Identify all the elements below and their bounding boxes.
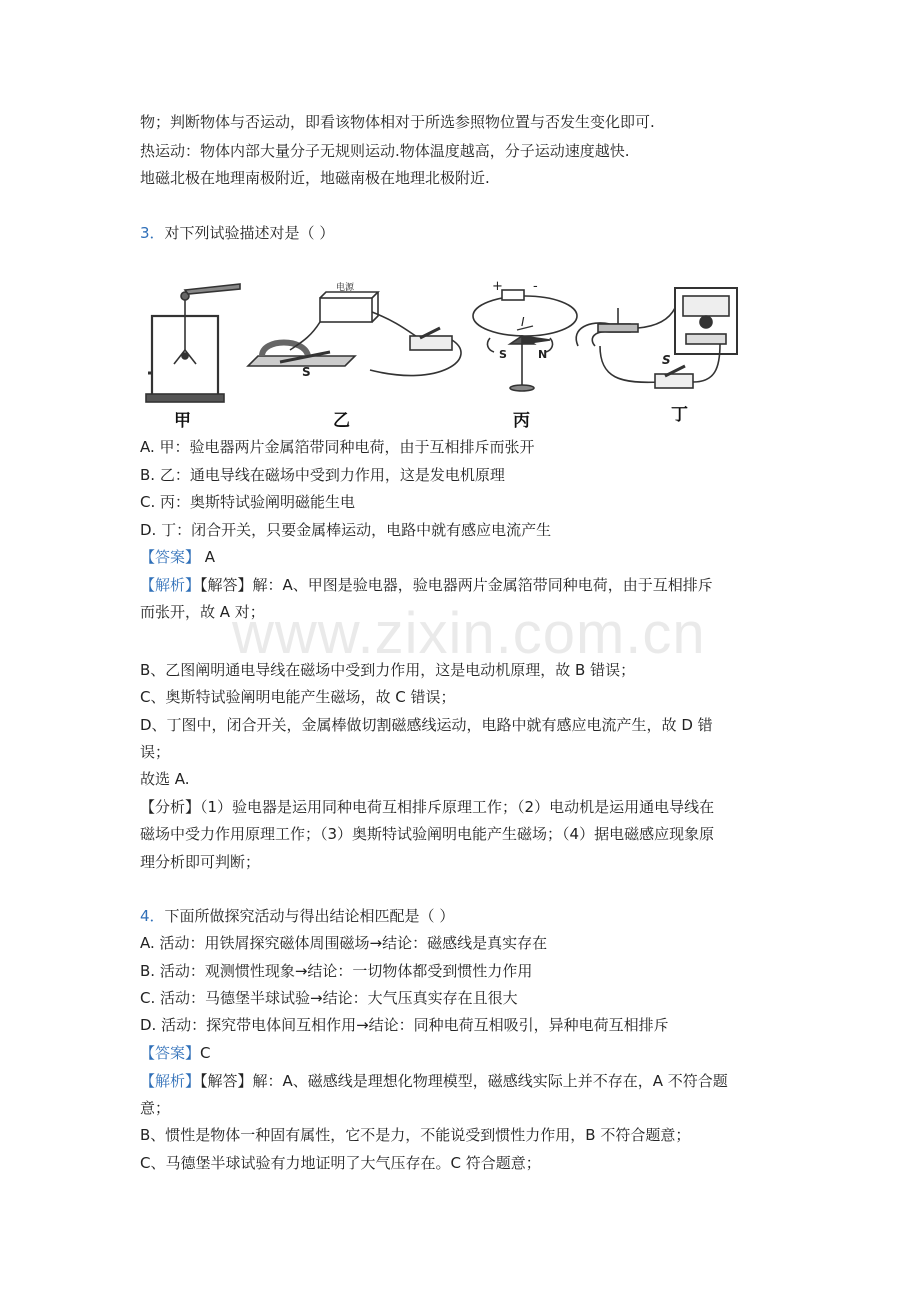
q4-analysis-1: [140, 1071, 728, 1091]
q4-analysis-2: 意；: [140, 1099, 171, 1117]
q3-number: 3．: [140, 224, 165, 242]
plus-label: +: [492, 279, 503, 294]
intro-line-2: 热运动：物体内部大量分子无规则运动.物体温度越高，分子运动速度越快.: [140, 142, 630, 160]
q4-answer-value: C: [200, 1044, 211, 1062]
power-label: 电源: [336, 283, 355, 293]
q3-analysis-7: 故选 A.: [140, 770, 190, 788]
figure-label-yi: 乙: [333, 411, 350, 431]
q3-heading: [140, 223, 334, 243]
watermark: www.zixin.com.cn: [232, 601, 706, 666]
oersted-diagram: [473, 290, 577, 391]
needle-south-label: S: [499, 348, 507, 361]
q3-analysis-text-1: 【解答】解：A、甲图是验电器，验电器两片金属箔带同种电荷，由于互相排斥: [200, 576, 713, 594]
q3-answer-tag: 【答案】: [140, 548, 201, 566]
q4-answer-tag: 【答案】: [140, 1044, 201, 1062]
induction-diagram: [576, 288, 737, 388]
electroscope-diagram: [146, 284, 240, 402]
q3-answer-value: A: [204, 548, 216, 566]
q3-question: 对下列试验描述对是（ ）: [164, 224, 335, 242]
q3-analysis-3: B、乙图阐明通电导线在磁场中受到力作用，这是电动机原理，故 B 错误；: [140, 661, 636, 679]
intro-line-3: 地磁北极在地理南极附近，地磁南极在地理北极附近.: [140, 169, 490, 187]
q3-analysis-1: [140, 575, 713, 595]
q3-analysis-8: 【分析】（1）验电器是运用同种电荷互相排斥原理工作；（2）电动机是运用通电导线在: [140, 798, 715, 816]
q3-analysis-4: C、奥斯特试验阐明电能产生磁场，故 C 错误；: [140, 688, 456, 706]
q4-analysis-3: B、惯性是物体一种固有属性，它不是力，不能说受到惯性力作用，B 不符合题意；: [140, 1126, 691, 1144]
figure-label-bing: 丙: [513, 411, 530, 431]
current-label: I: [521, 315, 525, 329]
minus-label: -: [533, 279, 538, 294]
q4-option-b: B. 活动：观测惯性现象→结论：一切物体都受到惯性力作用: [140, 962, 533, 980]
q3-analysis-2: 而张开，故 A 对；: [140, 603, 265, 621]
q3-analysis-10: 理分析即可判断；: [140, 853, 261, 871]
q3-option-c: C. 丙：奥斯特试验阐明磁能生电: [140, 493, 356, 511]
q4-number: 4．: [140, 907, 165, 925]
q3-analysis-5: D、丁图中，闭合开关，金属棒做切割磁感线运动，电路中就有感应电流产生，故 D 错: [140, 716, 713, 734]
q3-analysis-9: 磁场中受力作用原理工作；（3）奥斯特试验阐明电能产生磁场；（4）据电磁感应现象原: [140, 825, 715, 843]
q4-analysis-tag: 【解析】: [140, 1072, 201, 1090]
q3-analysis-6: 误；: [140, 743, 171, 761]
q3-answer: [140, 547, 215, 567]
q4-option-a: A. 活动：用铁屑探究磁体周围磁场→结论：磁感线是真实存在: [140, 934, 548, 952]
switch-label: S: [662, 353, 671, 367]
q4-option-d: D. 活动：探究带电体间互相作用→结论：同种电荷互相吸引，异种电荷互相排斥: [140, 1016, 669, 1034]
q4-answer: [140, 1043, 211, 1063]
intro-line-1: 物；判断物体与否运动，即看该物体相对于所选参照物位置与否发生变化即可.: [140, 113, 655, 131]
figure-label-ding: 丁: [671, 405, 688, 425]
q4-analysis-text-1: 【解答】解：A、磁感线是理想化物理模型，磁感线实际上并不存在，A 不符合题: [200, 1072, 728, 1090]
q3-option-d: D. 丁：闭合开关，只要金属棒运动，电路中就有感应电流产生: [140, 521, 552, 539]
q3-analysis-tag: 【解析】: [140, 576, 201, 594]
figure-label-jia: 甲: [174, 411, 191, 431]
q4-heading: [140, 906, 454, 926]
q4-question: 下面所做探究活动与得出结论相匹配是（ ）: [164, 907, 455, 925]
q3-figure: [140, 278, 780, 438]
q4-option-c: C. 活动：马德堡半球试验→结论：大气压真实存在且很大: [140, 989, 518, 1007]
q3-option-b: B. 乙：通电导线在磁场中受到力作用，这是发电机原理: [140, 466, 505, 484]
q4-analysis-4: C、马德堡半球试验有力地证明了大气压存在。C 符合题意；: [140, 1154, 541, 1172]
motor-diagram: [248, 292, 461, 376]
needle-north-label: N: [538, 348, 548, 361]
q3-option-a: A. 甲：验电器两片金属箔带同种电荷，由于互相排斥而张开: [140, 438, 535, 456]
motor-south-label: S: [302, 365, 311, 379]
